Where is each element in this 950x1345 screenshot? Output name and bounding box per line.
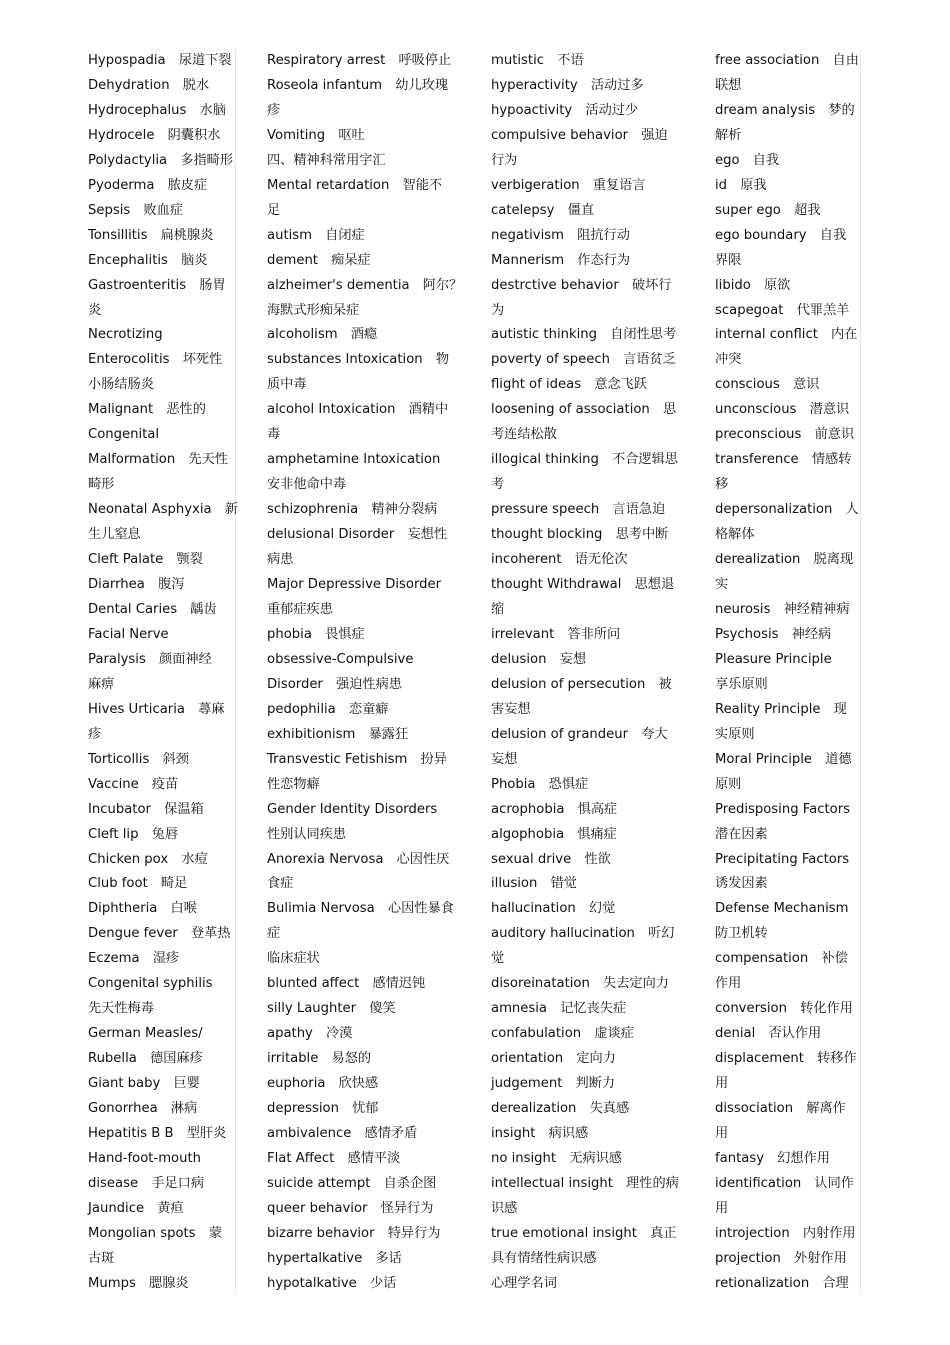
glossary-line: 用 <box>715 1076 729 1092</box>
glossary-line: amnesia 记忆丧失症 <box>491 1001 627 1017</box>
glossary-line: Enterocolitis 坏死性 <box>88 352 223 368</box>
glossary-line: 炎 <box>88 302 102 318</box>
glossary-line: free association 自由 <box>715 53 859 68</box>
glossary-line: internal conflict 内在 <box>715 327 858 343</box>
glossary-line: euphoria 欣快感 <box>267 1076 379 1092</box>
glossary-line: hypotalkative 少话 <box>267 1275 397 1291</box>
glossary-line: 海默式形痴呆症 <box>267 302 360 318</box>
glossary-line: Chicken pox 水痘 <box>88 851 208 867</box>
glossary-line: Hives Urticaria 蕁麻 <box>88 701 225 717</box>
glossary-line: Gonorrhea 淋病 <box>88 1101 198 1117</box>
glossary-line: 移 <box>715 477 729 493</box>
glossary-line: 考连结松散 <box>491 427 557 443</box>
glossary-line: delusion 妄想 <box>491 651 587 667</box>
glossary-line: Sepsis 败血症 <box>88 202 184 218</box>
glossary-line: Mental retardation 智能不 <box>267 177 443 193</box>
glossary-line: Mumps 腮腺炎 <box>88 1275 189 1291</box>
glossary-line: Cleft Palate 颚裂 <box>88 552 203 568</box>
glossary-line: 享乐原则 <box>715 676 768 692</box>
glossary-line: Hydrocephalus 水脑 <box>88 102 226 118</box>
glossary-line: 解析 <box>715 127 742 143</box>
glossary-line: no insight 无病识感 <box>491 1150 623 1166</box>
glossary-line: Eczema 湿疹 <box>88 951 180 967</box>
glossary-line: 生儿窒息 <box>88 527 141 543</box>
glossary-line: irrelevant 答非所问 <box>491 626 621 642</box>
glossary-line: 原则 <box>715 776 742 792</box>
glossary-line: orientation 定向力 <box>491 1051 616 1067</box>
glossary-line: German Measles/ <box>88 1026 203 1042</box>
glossary-line: true emotional insight 真正 <box>491 1225 677 1241</box>
glossary-line: Moral Principle 道德 <box>715 751 852 767</box>
glossary-line: Encephalitis 脑炎 <box>88 252 208 268</box>
glossary-line: 疹 <box>88 726 102 742</box>
glossary-line: derealization 脱离现 <box>715 552 854 568</box>
glossary-line: depersonalization 人 <box>715 502 859 518</box>
column-2 <box>267 49 463 1294</box>
glossary-line: destrctive behavior 破坏行 <box>491 277 672 293</box>
glossary-line: Hand-foot-mouth <box>88 1150 201 1166</box>
glossary-line: Incubator 保温箱 <box>88 801 204 817</box>
glossary-line: 格解体 <box>715 527 755 543</box>
glossary-line: 为 <box>491 302 505 318</box>
glossary-line: Phobia 恐惧症 <box>491 776 589 792</box>
glossary-line: hypertalkative 多话 <box>267 1250 402 1266</box>
glossary-line: Pleasure Principle <box>715 651 832 667</box>
glossary-line: Congenital <box>88 427 160 443</box>
column-1 <box>88 49 236 1294</box>
glossary-line: Neonatal Asphyxia 新 <box>88 502 238 518</box>
glossary-line: compensation 补偿 <box>715 951 848 967</box>
glossary-line: 性别认同疾患 <box>267 826 347 842</box>
glossary-line: Roseola infantum 幼儿玫瑰 <box>267 77 449 93</box>
glossary-line: ego boundary 自我 <box>715 227 847 243</box>
glossary-line: 界限 <box>715 252 742 268</box>
glossary-line: 四、精神科常用字汇 <box>267 152 386 168</box>
glossary-line: 考 <box>491 477 505 493</box>
glossary-line: blunted affect 感情迟钝 <box>267 976 426 992</box>
glossary-line: 诱发因素 <box>715 876 768 892</box>
glossary-line: 实 <box>715 577 729 593</box>
glossary-line: 毒 <box>267 427 281 443</box>
glossary-line: alcohol Intoxication 酒精中 <box>267 402 449 418</box>
glossary-line: 觉 <box>491 951 505 967</box>
glossary-line: Dental Caries 龋齿 <box>88 601 217 617</box>
glossary-line: Polydactylia 多指畸形 <box>88 152 234 168</box>
glossary-line: sexual drive 性欲 <box>491 851 611 867</box>
glossary-line: 重郁症疾患 <box>267 601 333 617</box>
glossary-line: Diarrhea 腹泻 <box>88 577 185 593</box>
glossary-line: intellectual insight 理性的病 <box>491 1175 679 1191</box>
glossary-line: Disorder 强迫性病患 <box>267 676 402 692</box>
glossary-line: autism 自闭症 <box>267 227 365 243</box>
glossary-line: Major Depressive Disorder <box>267 577 442 593</box>
glossary-line: depression 忧郁 <box>267 1101 379 1117</box>
glossary-line: silly Laughter 傻笑 <box>267 1001 396 1017</box>
glossary-line: verbigeration 重复语言 <box>491 177 646 193</box>
glossary-line: Cleft lip 兔唇 <box>88 826 179 842</box>
glossary-line: transference 情感转 <box>715 452 852 468</box>
glossary-line: 畸形 <box>88 477 115 493</box>
column-3 <box>491 49 679 1294</box>
glossary-line: 质中毒 <box>267 377 307 393</box>
glossary-line: 病患 <box>267 552 294 568</box>
column-4 <box>715 49 861 1294</box>
glossary-line: queer behavior 怪异行为 <box>267 1200 434 1216</box>
glossary-line: Facial Nerve <box>88 626 169 642</box>
glossary-line: 防卫机转 <box>715 926 768 942</box>
glossary-line: flight of ideas 意念飞跃 <box>491 377 648 393</box>
glossary-line: judgement 判断力 <box>491 1076 616 1092</box>
glossary-line: hypoactivity 活动过少 <box>491 102 639 118</box>
glossary-line: Psychosis 神经病 <box>715 626 832 642</box>
glossary-line: Vomiting 呕吐 <box>267 127 365 143</box>
glossary-line: dement 痴呆症 <box>267 252 371 268</box>
glossary-line: Torticollis 斜颈 <box>88 751 189 767</box>
glossary-line: conscious 意识 <box>715 377 820 393</box>
glossary-line: alzheimer's dementia 阿尔？ <box>267 277 463 293</box>
glossary-line: disoreinatation 失去定向力 <box>491 976 669 992</box>
glossary-line: Gender Identity Disorders <box>267 801 438 817</box>
glossary-line: 安非他命中毒 <box>267 477 347 493</box>
glossary-line: Giant baby 巨婴 <box>88 1076 200 1092</box>
glossary-line: amphetamine Intoxication <box>267 452 441 468</box>
glossary-line: Malignant 恶性的 <box>88 402 206 418</box>
glossary-line: 先天性梅毒 <box>88 1001 154 1017</box>
glossary-line: Necrotizing <box>88 327 163 343</box>
glossary-line: negativism 阻抗行动 <box>491 227 630 243</box>
glossary-line: Mannerism 作态行为 <box>491 252 631 268</box>
glossary-line: delusion of persecution 被 <box>491 676 672 692</box>
glossary-line: pressure speech 言语急迫 <box>491 502 666 518</box>
glossary-line: 临床症状 <box>267 951 320 967</box>
glossary-line: Diphtheria 白喉 <box>88 901 197 917</box>
glossary-line: 古斑 <box>88 1250 115 1266</box>
glossary-line: 心理学名词 <box>491 1275 557 1291</box>
glossary-line: apathy 冷漠 <box>267 1026 353 1042</box>
glossary-line: irritable 易怒的 <box>267 1051 372 1067</box>
glossary-line: derealization 失真感 <box>491 1101 630 1117</box>
glossary-line: 实原则 <box>715 726 755 742</box>
glossary-line: Transvestic Fetishism 扮异 <box>267 751 447 767</box>
glossary-line: alcoholism 酒瘾 <box>267 327 378 343</box>
glossary-line: 潜在因素 <box>715 826 768 842</box>
glossary-line: ambivalence 感情矛盾 <box>267 1125 418 1141</box>
glossary-line: conversion 转化作用 <box>715 1001 853 1017</box>
glossary-line: disease 手足口病 <box>88 1175 205 1191</box>
glossary-line: Paralysis 颜面神经 <box>88 651 212 667</box>
glossary-line: Flat Affect 感情平淡 <box>267 1150 401 1166</box>
glossary-line: Mongolian spots 蒙 <box>88 1225 222 1241</box>
glossary-line: 症 <box>267 926 281 942</box>
glossary-line: Precipitating Factors <box>715 851 850 867</box>
glossary-line: phobia 畏惧症 <box>267 626 365 642</box>
glossary-line: 作用 <box>715 976 742 992</box>
glossary-line: illusion 错觉 <box>491 876 577 892</box>
glossary-line: 足 <box>267 202 281 218</box>
glossary-line: obsessive-Compulsive <box>267 651 414 667</box>
glossary-line: projection 外射作用 <box>715 1250 847 1266</box>
glossary-line: loosening of association 思 <box>491 402 677 418</box>
glossary-line: id 原我 <box>715 177 767 193</box>
glossary-line: thought blocking 思考中断 <box>491 527 669 543</box>
glossary-line: 冲突 <box>715 352 742 368</box>
glossary-line: 害妄想 <box>491 701 531 717</box>
glossary-line: delusion of grandeur 夸大 <box>491 726 668 742</box>
glossary-line: neurosis 神经精神病 <box>715 601 850 617</box>
glossary-line: pedophilia 恋童癖 <box>267 701 389 717</box>
glossary-line: fantasy 幻想作用 <box>715 1150 830 1166</box>
glossary-line: poverty of speech 言语贫乏 <box>491 352 676 368</box>
glossary-line: exhibitionism 暴露狂 <box>267 726 409 742</box>
glossary-line: 缩 <box>491 601 505 617</box>
glossary-line: displacement 转移作 <box>715 1051 857 1067</box>
glossary-line: 性恋物癖 <box>267 776 320 792</box>
glossary-line: Pyoderma 脓皮症 <box>88 177 208 193</box>
glossary-line: libido 原欲 <box>715 277 791 293</box>
glossary-line: Hypospadia 尿道下裂 <box>88 53 232 68</box>
glossary-line: hallucination 幻觉 <box>491 901 616 917</box>
glossary-line: Jaundice 黄疸 <box>88 1200 184 1216</box>
glossary-line: algophobia 惧痛症 <box>491 826 617 842</box>
glossary-line: autistic thinking 自闭性思考 <box>491 327 677 343</box>
glossary-line: confabulation 虚谈症 <box>491 1026 634 1042</box>
glossary-line: bizarre behavior 特异行为 <box>267 1225 441 1241</box>
glossary-line: dream analysis 梦的 <box>715 102 855 118</box>
glossary-line: catelepsy 僵直 <box>491 202 595 218</box>
glossary-line: Club foot 畸足 <box>88 876 188 892</box>
glossary-line: schizophrenia 精神分裂病 <box>267 502 438 518</box>
glossary-line: 识感 <box>491 1200 518 1216</box>
glossary-line: Bulimia Nervosa 心因性暴食 <box>267 901 454 917</box>
glossary-line: dissociation 解离作 <box>715 1101 846 1117</box>
glossary-line: auditory hallucination 听幻 <box>491 926 675 942</box>
glossary-line: super ego 超我 <box>715 202 821 218</box>
glossary-line: scapegoat 代罪羔羊 <box>715 302 850 318</box>
glossary-line: identification 认同作 <box>715 1175 854 1191</box>
glossary-line: Rubella 德国麻疹 <box>88 1051 203 1067</box>
glossary-line: retionalization 合理 <box>715 1275 849 1291</box>
glossary-line: Hepatitis B B 型肝炎 <box>88 1125 227 1141</box>
glossary-line: 用 <box>715 1200 729 1216</box>
glossary-line: delusional Disorder 妄想性 <box>267 527 448 543</box>
glossary-line: 麻痹 <box>88 676 115 692</box>
glossary-line: ego 自我 <box>715 152 780 168</box>
glossary-line: Defense Mechanism <box>715 901 849 917</box>
glossary-line: mutistic 不语 <box>491 53 584 68</box>
glossary-line: Vaccine 疫苗 <box>88 776 179 792</box>
glossary-line: 行为 <box>491 152 518 168</box>
glossary-line: substances Intoxication 物 <box>267 352 450 368</box>
glossary-line: introjection 内射作用 <box>715 1225 856 1241</box>
glossary-line: illogical thinking 不合逻辑思 <box>491 452 678 468</box>
glossary-line: 联想 <box>715 77 742 93</box>
glossary-line: insight 病识感 <box>491 1125 589 1141</box>
glossary-line: 食症 <box>267 876 294 892</box>
glossary-line: 妄想 <box>491 751 518 767</box>
glossary-line: thought Withdrawal 思想退 <box>491 577 675 593</box>
glossary-line: incoherent 语无伦次 <box>491 552 628 568</box>
glossary-line: 用 <box>715 1125 729 1141</box>
glossary-line: 具有情绪性病识感 <box>491 1250 597 1266</box>
glossary-line: Predisposing Factors <box>715 801 851 817</box>
glossary-line: preconscious 前意识 <box>715 427 855 443</box>
glossary-line: Malformation 先天性 <box>88 452 228 468</box>
glossary-line: acrophobia 惧高症 <box>491 801 618 817</box>
glossary-line: unconscious 潜意识 <box>715 402 850 418</box>
glossary-line: Dehydration 脱水 <box>88 77 210 93</box>
glossary-line: compulsive behavior 强迫 <box>491 127 668 143</box>
glossary-line: hyperactivity 活动过多 <box>491 77 644 93</box>
glossary-line: Tonsillitis 扁桃腺炎 <box>88 227 214 243</box>
glossary-line: Reality Principle 现 <box>715 701 847 717</box>
glossary-line: denial 否认作用 <box>715 1026 822 1042</box>
glossary-line: Gastroenteritis 肠胃 <box>88 277 226 293</box>
glossary-line: Respiratory arrest 呼吸停止 <box>267 53 452 68</box>
glossary-line: Anorexia Nervosa 心因性厌 <box>267 851 450 867</box>
glossary-line: Congenital syphilis <box>88 976 213 992</box>
glossary-line: 小肠结肠炎 <box>88 377 154 393</box>
glossary-line: Hydrocele 阴囊积水 <box>88 127 221 143</box>
glossary-line: 疹 <box>267 102 281 118</box>
glossary-line: suicide attempt 自杀企图 <box>267 1175 437 1191</box>
glossary-line: Dengue fever 登革热 <box>88 926 231 942</box>
